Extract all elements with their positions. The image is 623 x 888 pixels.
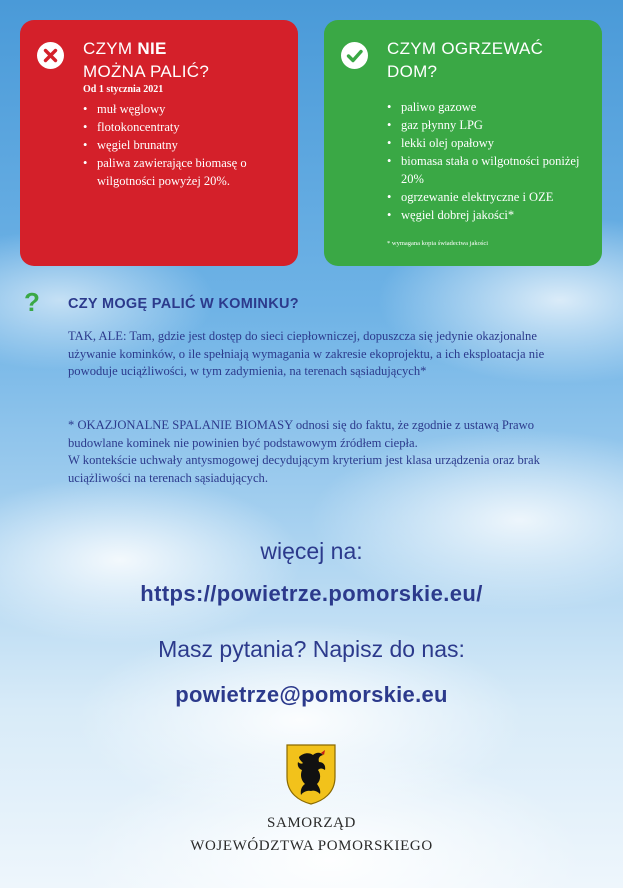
list-item: • paliwa zawierające biomasę o wilgotności powyżej 20%. <box>83 154 283 190</box>
allowed-list <box>387 98 597 224</box>
close-circle-icon <box>37 42 64 69</box>
list-item: • muł węglowy <box>83 100 283 118</box>
list-item: • lekki olej opałowy <box>387 134 597 152</box>
list-item: • węgiel dobrej jakości* <box>387 206 597 224</box>
forbidden-fuels-card <box>20 20 298 266</box>
forbidden-title: CZYM NIE MOŻNA PALIĆ? <box>83 39 210 81</box>
fireplace-note-criterion: W kontekście uchwały antysmogowej decydującym kryterium jest klasa urządzenia oraz brak uciążliwości na terenach sąsiadujących. <box>68 453 540 485</box>
fireplace-heading: CZY MOGĘ PALIĆ W KOMINKU? <box>68 296 299 312</box>
allowed-fuels-card <box>324 20 602 266</box>
check-circle-icon <box>341 42 368 69</box>
list-item: • flotokoncentraty <box>83 118 283 136</box>
forbidden-list <box>83 100 283 190</box>
allowed-title: CZYM OGRZEWAĆ DOM? <box>387 39 544 81</box>
questions-prompt: Masz pytania? Napisz do nas: <box>158 636 465 662</box>
list-item: • gaz płynny LPG <box>387 116 597 134</box>
forbidden-since-date: Od 1 stycznia 2021 <box>83 84 164 95</box>
footer-line-1: SAMORZĄD <box>267 815 356 831</box>
allowed-footnote: * wymagana kopia świadectwa jakości <box>387 240 489 247</box>
list-item: • ogrzewanie elektryczne i OZE <box>387 188 597 206</box>
email-link[interactable]: powietrze@pomorskie.eu <box>175 682 448 707</box>
griffin-crest-icon <box>285 743 337 805</box>
fireplace-note-biomass: * OKAZJONALNE SPALANIE BIOMASY odnosi się do faktu, że zgodnie z ustawą Prawo budowlane kominek nie powinien być podstawowym źródłem ciepła. <box>68 418 535 450</box>
fireplace-note <box>68 417 580 487</box>
website-link[interactable]: https://powietrze.pomorskie.eu/ <box>140 581 483 606</box>
question-mark-icon: ? <box>24 287 40 317</box>
list-item: • paliwo gazowe <box>387 98 597 116</box>
list-item: • biomasa stała o wilgotności poniżej 20% <box>387 152 597 188</box>
list-item: • węgiel brunatny <box>83 136 283 154</box>
footer-line-2: WOJEWÓDZTWA POMORSKIEGO <box>190 838 433 854</box>
fireplace-answer-text: TAK, ALE: Tam, gdzie jest dostęp do sieci ciepłowniczej, dopuszcza się jedynie okazjonalne używanie kominków, o ile spełniają wymagania w zakresie ekoprojektu, a ich eksploatacja nie powoduje uciążliwości, w tym zadymienia, na terenach sąsiadujących* <box>68 329 545 379</box>
more-info-label: więcej na: <box>260 538 363 564</box>
